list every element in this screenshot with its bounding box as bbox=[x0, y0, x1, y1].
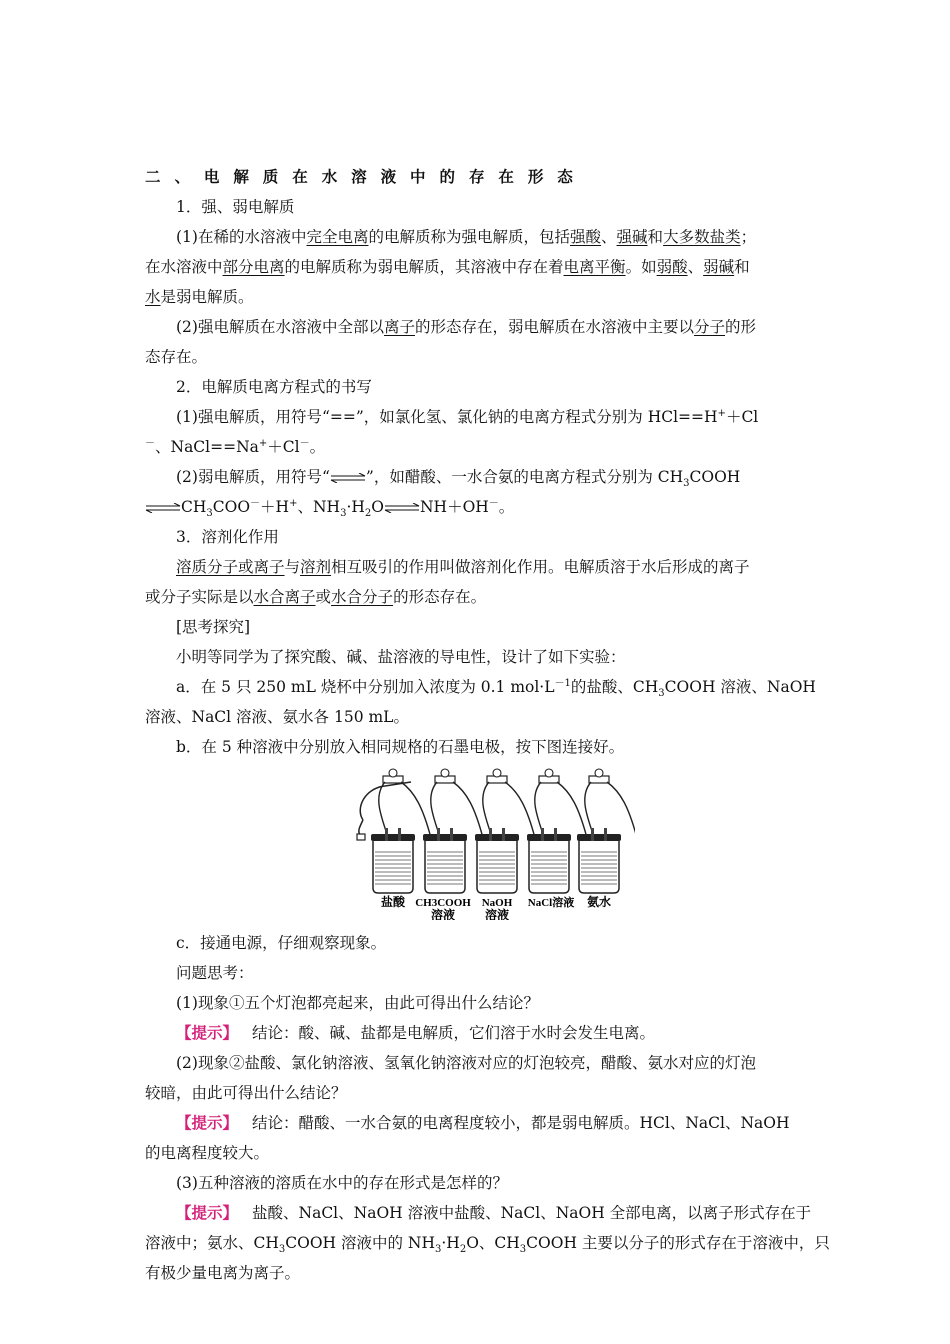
wire bbox=[557, 782, 587, 838]
beaker-lid bbox=[527, 834, 571, 841]
paragraph-solvation: 溶质分子或离子与溶剂相互吸引的作用叫做溶剂化作用。电解质溶于水后形成的离子 bbox=[176, 558, 750, 576]
experiment-figure bbox=[145, 768, 810, 920]
answer-2: 【提示】 结论：醋酸、一水合氨的电离程度较小，都是弱电解质。HCl、NaCl、NaOH bbox=[176, 1113, 790, 1132]
heading-think-explore: [思考探究] bbox=[176, 618, 251, 636]
label-naoh-solution: 溶液 bbox=[484, 908, 510, 920]
label-naoh: NaOH bbox=[481, 897, 513, 909]
beaker-lid bbox=[371, 834, 415, 841]
wire bbox=[483, 782, 491, 834]
paragraph-existence-forms: (2)强电解质在水溶液中全部以离子的形态存在，弱电解质在水溶液中主要以分子的形 bbox=[176, 318, 757, 336]
light-bulb-icon bbox=[493, 769, 501, 777]
beaker-lid bbox=[577, 834, 621, 841]
beaker bbox=[373, 841, 413, 893]
question-3: (3)五种溶液的溶质在水中的存在形式是怎样的？ bbox=[176, 1174, 508, 1192]
wire bbox=[505, 782, 535, 838]
answer-2-end: 的电离程度较大。 bbox=[145, 1144, 270, 1162]
answer-3: 【提示】 盐酸、NaCl、NaOH 溶液中盐酸、NaCl、NaOH 全部电离，以离子形式存在于 bbox=[176, 1203, 812, 1222]
beaker-lid bbox=[475, 834, 519, 841]
label-ammonia: 氨水 bbox=[586, 895, 612, 909]
answer-3-cont: 溶液中；氨水、$CH_3COOH$ 溶液中的 $NH_3\cdot H_2O$、$CH_3COOH$ 主要以分子的形式存在于溶液中，只 bbox=[145, 1234, 830, 1256]
beaker bbox=[529, 841, 569, 893]
equilibrium-arrow-icon bbox=[330, 473, 366, 483]
beaker bbox=[579, 841, 619, 893]
answer-3-end: 有极少量电离为离子。 bbox=[145, 1264, 301, 1282]
wire bbox=[607, 782, 635, 838]
light-bulb-icon bbox=[441, 769, 449, 777]
paragraph-solvation-end: 或分子实际是以水合离子或水合分子的形态存在。 bbox=[145, 588, 487, 606]
tip-label: 【提示】 bbox=[176, 1203, 239, 1222]
beaker-lid bbox=[423, 834, 467, 841]
plug-icon bbox=[357, 834, 365, 840]
paragraph-strong-equation-end: －、NaCl==Na+＋Cl－。 bbox=[145, 437, 326, 456]
question-2-end: 较暗，由此可得出什么结论？ bbox=[145, 1084, 347, 1102]
wire bbox=[453, 782, 483, 838]
question-2: (2)现象②盐酸、氯化钠溶液、氢氧化钠溶液对应的灯泡较亮，醋酸、氨水对应的灯泡 bbox=[176, 1054, 756, 1072]
equilibrium-arrow-icon bbox=[384, 503, 420, 513]
paragraph-strong-electrolyte-definition: (1)在稀的水溶液中完全电离的电解质称为强电解质，包括强酸、强碱和大多数盐类； bbox=[176, 228, 757, 246]
wire bbox=[431, 782, 439, 834]
power-cord bbox=[360, 782, 411, 820]
heading-ionization-equations: 2．电解质电离方程式的书写 bbox=[176, 378, 372, 396]
light-bulb-icon bbox=[389, 769, 397, 777]
beaker bbox=[425, 841, 465, 893]
beaker-circuit-diagram bbox=[355, 768, 635, 920]
tip-label: 【提示】 bbox=[176, 1113, 239, 1132]
section-title: 二、电解质在水溶液中的存在形态 bbox=[145, 167, 587, 186]
label-nacl-solution: NaCl溶液 bbox=[527, 897, 575, 909]
paragraph-weak-electrolyte-definition: 在水溶液中部分电离的电解质称为弱电解质，其溶液中存在着电离平衡。如弱酸、弱碱和 bbox=[145, 258, 750, 276]
heading-strong-weak-electrolytes: 1．强、弱电解质 bbox=[176, 198, 295, 216]
answer-1: 【提示】 结论：酸、碱、盐都是电解质，它们溶于水时会发生电离。 bbox=[176, 1023, 656, 1042]
heading-solvation: 3．溶剂化作用 bbox=[176, 528, 279, 546]
paragraph-experiment-intro: 小明等同学为了探究酸、碱、盐溶液的导电性，设计了如下实验： bbox=[176, 648, 626, 666]
light-bulb-icon bbox=[595, 769, 603, 777]
wire bbox=[379, 782, 387, 834]
tip-label: 【提示】 bbox=[176, 1023, 239, 1042]
document-page bbox=[145, 167, 830, 1294]
paragraph-strong-equation: (1)强电解质，用符号“==”，如氯化氢、氯化钠的电离方程式分别为 HCl==H+＋Cl bbox=[176, 407, 759, 426]
paragraph-weak-electrolyte-end: 水是弱电解质。 bbox=[145, 288, 254, 306]
paragraph-step-a-end: 溶液、NaCl 溶液、氨水各 150 mL。 bbox=[145, 708, 409, 726]
paragraph-existence-forms-end: 态存在。 bbox=[145, 348, 208, 366]
equilibrium-arrow-icon bbox=[145, 503, 181, 513]
paragraph-weak-equation: (2)弱电解质，用符号“ ”，如醋酸、一水合氨的电离方程式分别为 $CH_3COOH$ bbox=[176, 468, 741, 490]
label-acetic-acid: CH3COOH bbox=[415, 897, 471, 909]
paragraph-step-a: a．在 5 只 250 mL 烧杯中分别加入浓度为 0.1 $mol\cdot L^{-1}$的盐酸、$CH_3COOH$ 溶液、NaOH bbox=[176, 677, 816, 700]
beaker bbox=[477, 841, 517, 893]
label-acetic-acid-solution: 溶液 bbox=[430, 908, 456, 920]
wire bbox=[401, 782, 431, 838]
paragraph-weak-equation-end: $CH_3COO^-+H^+$、$NH_3\cdot H_2O$ NH＋OH－。 bbox=[145, 498, 810, 516]
wire bbox=[585, 782, 593, 834]
label-hydrochloric-acid: 盐酸 bbox=[380, 895, 406, 909]
light-bulb-icon bbox=[545, 769, 553, 777]
paragraph-step-c: c．接通电源，仔细观察现象。 bbox=[176, 934, 387, 952]
paragraph-step-b: b．在 5 种溶液中分别放入相同规格的石墨电极，按下图连接好。 bbox=[176, 738, 625, 756]
wire bbox=[535, 782, 543, 834]
questions-heading: 问题思考： bbox=[176, 964, 254, 982]
question-1: (1)现象①五个灯泡都亮起来，由此可得出什么结论？ bbox=[176, 994, 539, 1012]
